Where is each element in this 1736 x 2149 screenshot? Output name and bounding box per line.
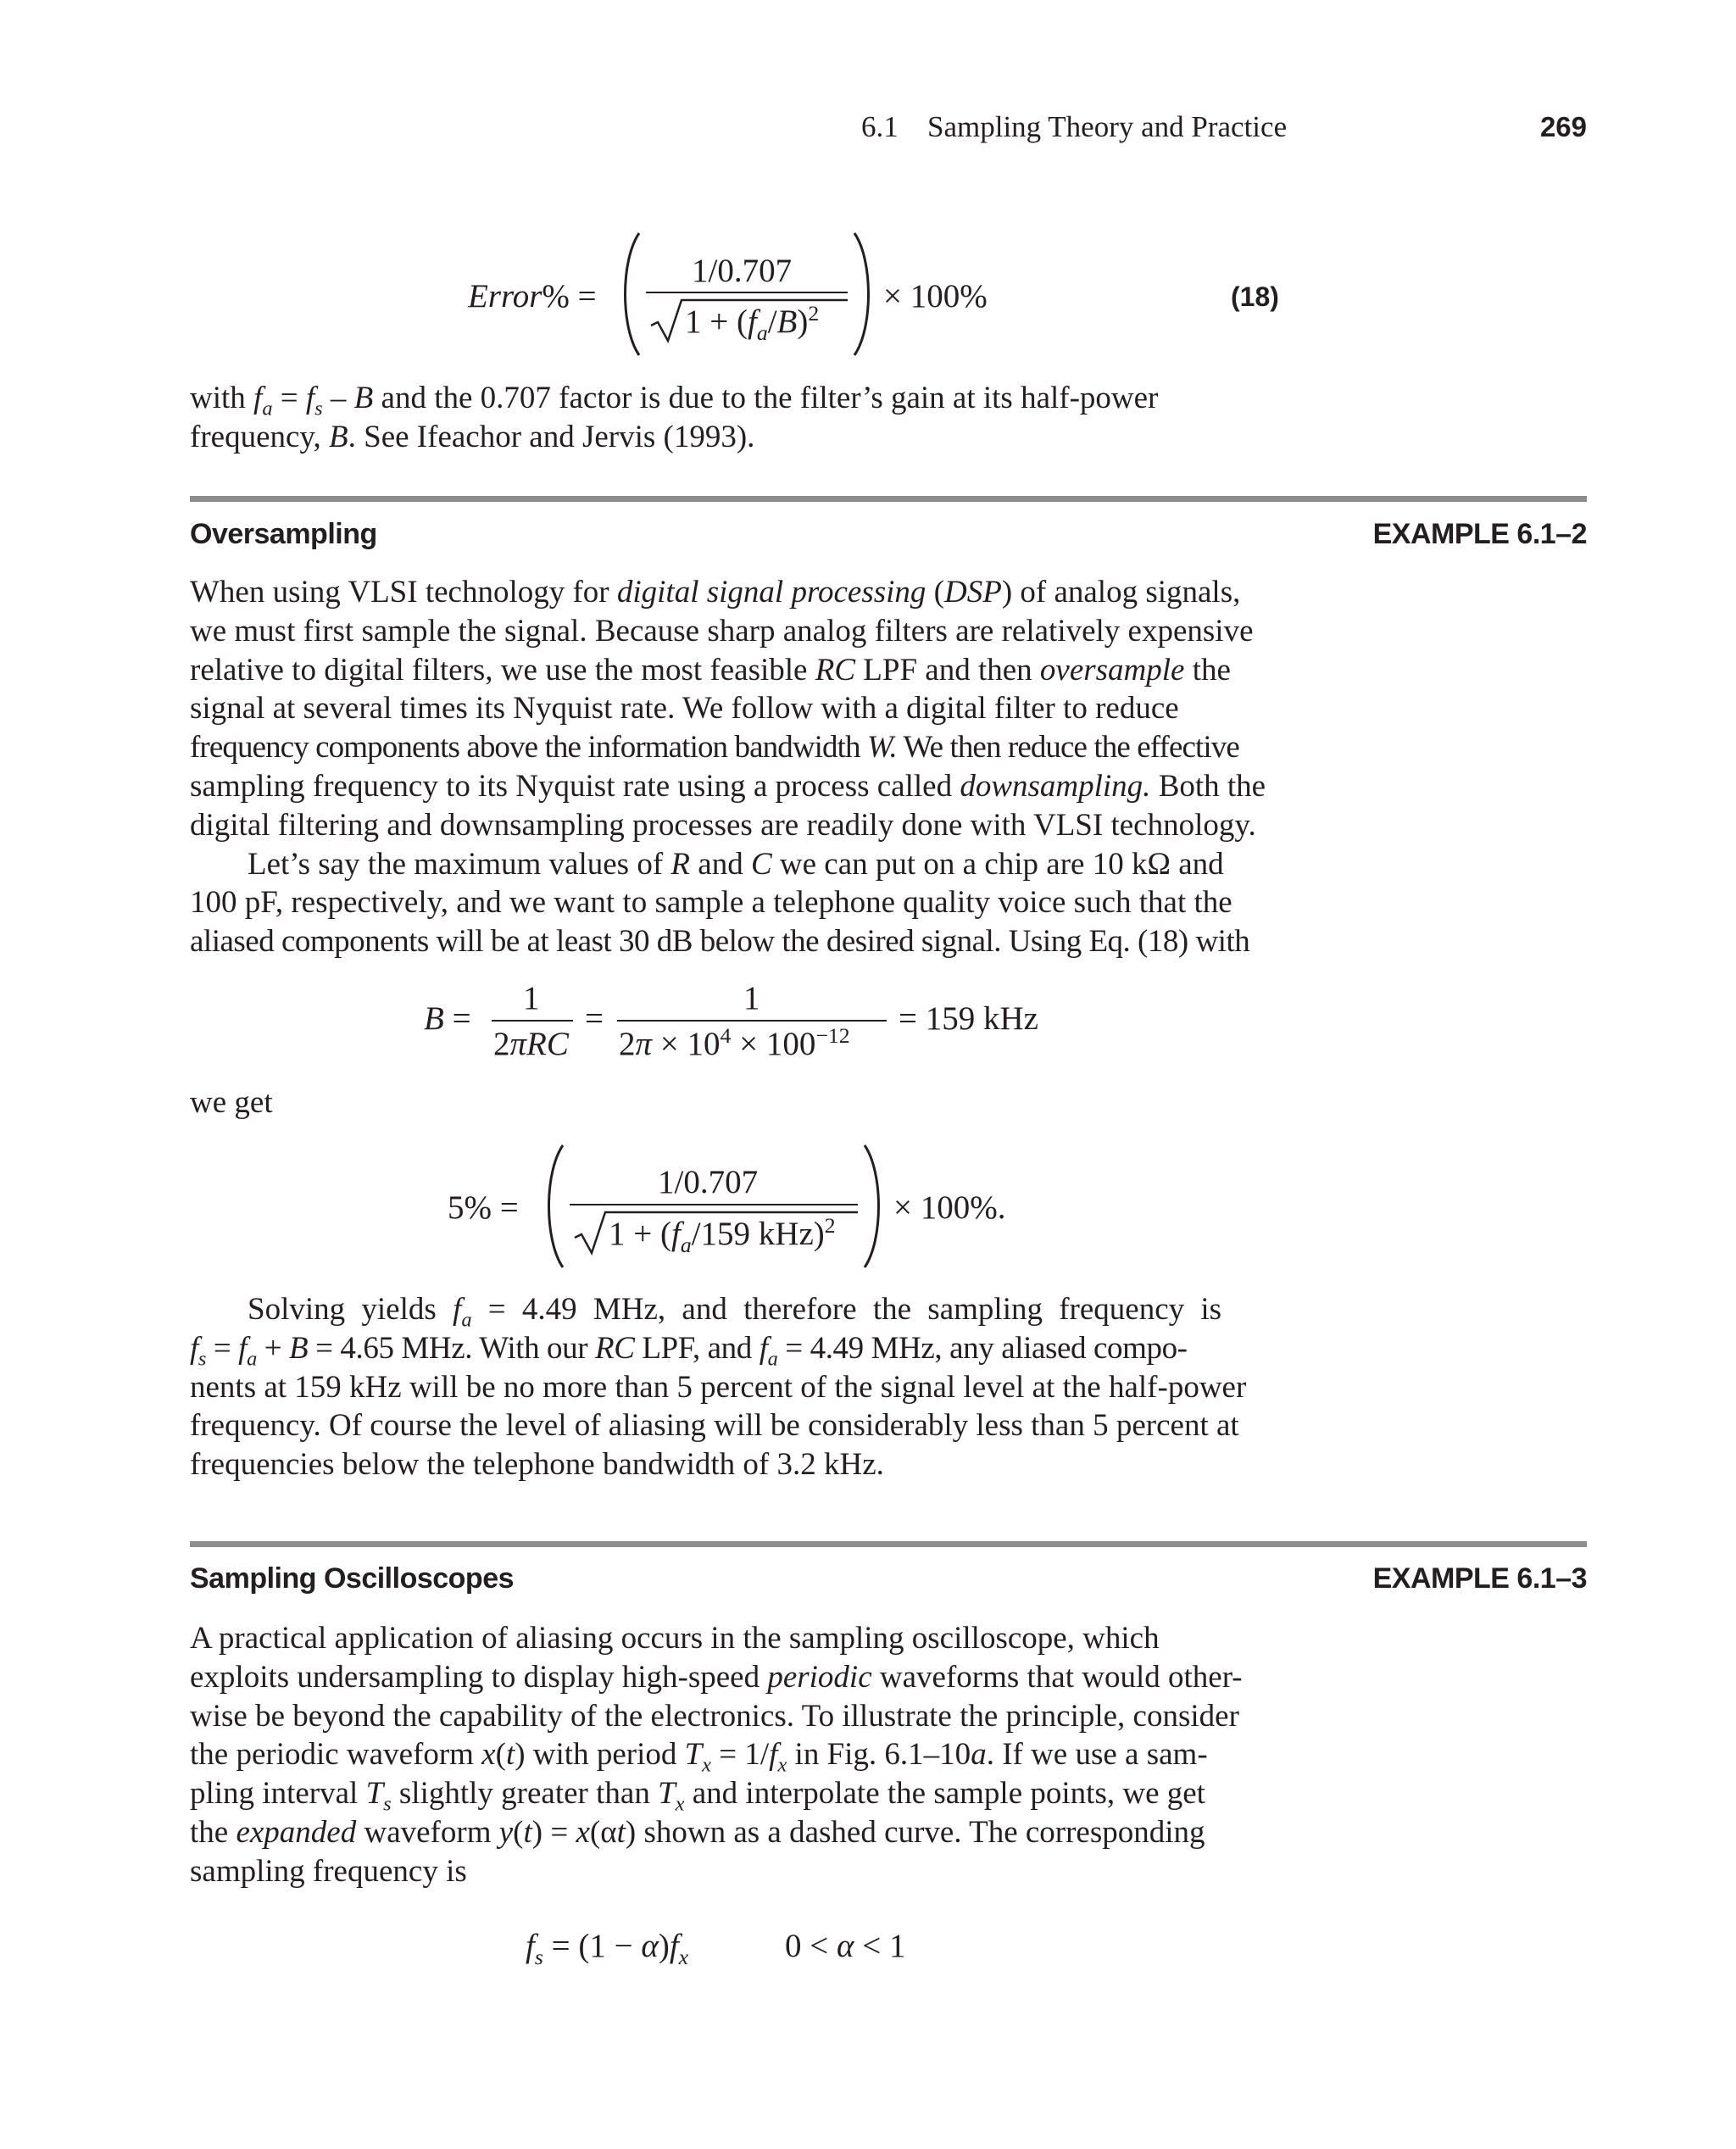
text-line: signal at several times its Nyquist rate. We follow with a digital filter to reduce bbox=[190, 691, 1179, 727]
section-divider bbox=[190, 1541, 1587, 1547]
equation-b-frac1-den: 2πRC bbox=[493, 1026, 569, 1062]
equation-18-multiplier: × 100% bbox=[883, 278, 988, 315]
equation-b-frac2-den: $2\pi \times 10^4 \times 100^{-12}$ bbox=[619, 1023, 850, 1062]
equation-b-result: = 159 kHz bbox=[899, 1000, 1038, 1037]
text-line: $f_s = f_a + B = 4.65$ MHz. With our RC LPF, and $f_a = 4.49$ MHz, any aliased compo- bbox=[190, 1330, 1188, 1371]
equation-b-frac1-bar bbox=[492, 1020, 573, 1022]
example-title: Sampling Oscilloscopes bbox=[190, 1562, 515, 1595]
equation-18-right-paren bbox=[851, 231, 876, 358]
equation-18-lhs: Error% = bbox=[468, 278, 597, 315]
equation-5-percent-numerator: 1/0.707 bbox=[658, 1164, 759, 1200]
equation-5-percent-denominator: $1 + (f_a/159$ kHz)$^2$ bbox=[609, 1213, 836, 1257]
example-label: EXAMPLE 6.1–3 bbox=[1372, 1562, 1587, 1595]
text-line: nents at 159 kHz will be no more than 5 percent of the signal level at the half-power bbox=[190, 1369, 1247, 1405]
equation-b-equals: = bbox=[585, 1000, 604, 1037]
example-title: Oversampling bbox=[190, 518, 377, 550]
equation-5-percent-left-paren bbox=[541, 1143, 566, 1270]
text-line: frequency, B. See Ifeachor and Jervis (1993). bbox=[190, 419, 755, 454]
page-number: 269 bbox=[1539, 111, 1587, 142]
text-line: A practical application of aliasing occurs in the sampling oscilloscope, which bbox=[190, 1621, 1160, 1656]
equation-5-percent-radical-icon bbox=[573, 1209, 860, 1256]
text-line: sampling frequency is bbox=[190, 1853, 467, 1889]
text-line: Let’s say the maximum values of R and C we can put on a chip are 10 kΩ and bbox=[248, 846, 1224, 882]
header-section-title: Sampling Theory and Practice bbox=[927, 110, 1288, 143]
text-line: When using VLSI technology for digital signal processing (DSP) of analog signals, bbox=[190, 575, 1241, 610]
text-line: frequency. Of course the level of aliasing will be considerably less than 5 percent at bbox=[190, 1408, 1239, 1444]
text-line: exploits undersampling to display high-speed periodic waveforms that would other- bbox=[190, 1659, 1243, 1695]
text-line: we must first sample the signal. Because sharp analog filters are relatively expensive bbox=[190, 613, 1254, 649]
section-divider bbox=[190, 496, 1587, 502]
text-line: aliased components will be at least 30 dB below the desired signal. Using Eq. (18) with bbox=[190, 924, 1250, 960]
text-line: with $f_a = f_s - B$ and the 0.707 factor is due to the filter’s gain at its half-power bbox=[190, 381, 1159, 420]
equation-18-fraction-bar bbox=[646, 292, 848, 293]
text-line: the periodic waveform x(t) with period $T_x = 1/f_x$ in Fig. 6.1–10a. If we use a sam- bbox=[190, 1737, 1208, 1777]
paragraph-after-eq18 bbox=[190, 379, 1275, 457]
text-line: frequency components above the information bandwidth W. We then reduce the effective bbox=[190, 730, 1239, 766]
text-line: wise be beyond the capability of the electronics. To illustrate the principle, consider bbox=[190, 1698, 1239, 1734]
text-line: the expanded waveform y(t) = x(αt) shown as a dashed curve. The corresponding bbox=[190, 1814, 1205, 1850]
equation-18-number: (18) bbox=[1231, 281, 1279, 312]
text-line: digital filtering and downsampling processes are readily done with VLSI technology. bbox=[190, 807, 1256, 843]
paragraph bbox=[190, 1290, 1275, 1484]
equation-b-frac2-bar bbox=[617, 1020, 887, 1022]
text-line: frequencies below the telephone bandwidth of 3.2 kHz. bbox=[190, 1447, 884, 1483]
equation-fs-condition: 0 < α < 1 bbox=[785, 1928, 906, 1964]
header-section-number: 6.1 bbox=[861, 110, 899, 143]
equation-b-frac2-num: 1 bbox=[743, 980, 760, 1016]
paragraph bbox=[190, 1619, 1275, 1891]
text-line: relative to digital filters, we use the most feasible RC LPF and then oversample the bbox=[190, 652, 1231, 688]
equation-18-numerator: 1/0.707 bbox=[692, 253, 793, 289]
paragraph bbox=[190, 573, 1275, 961]
equation-b-frac1-num: 1 bbox=[523, 980, 540, 1016]
equation-5-percent-right-paren bbox=[861, 1143, 887, 1270]
equation-5-percent-fraction-bar bbox=[570, 1204, 858, 1205]
we-get-text: we get bbox=[190, 1085, 273, 1120]
equation-b-lhs: B = bbox=[424, 1000, 471, 1037]
equation-18-radical-icon bbox=[649, 297, 849, 344]
text-line: pling interval $T_s$ slightly greater than $T_x$ and interpolate the sample points, we get bbox=[190, 1776, 1205, 1816]
equation-5-percent-multiplier: × 100%. bbox=[893, 1189, 1006, 1226]
example-label: EXAMPLE 6.1–2 bbox=[1372, 518, 1587, 550]
equation-fs-lhs: $f_s = (1 - \alpha)f_x$ bbox=[526, 1928, 689, 1969]
equation-5-percent-lhs: 5% = bbox=[448, 1189, 519, 1226]
text-line: Solving yields $f_a = 4.49$ MHz, and therefore the sampling frequency is bbox=[248, 1292, 1222, 1332]
equation-18-denominator: $1 + (f_a/B)^2$ bbox=[685, 301, 820, 345]
text-line: 100 pF, respectively, and we want to sample a telephone quality voice such that the bbox=[190, 885, 1232, 921]
text-line: sampling frequency to its Nyquist rate using a process called downsampling. Both the bbox=[190, 768, 1266, 804]
equation-18-left-paren bbox=[617, 231, 643, 358]
